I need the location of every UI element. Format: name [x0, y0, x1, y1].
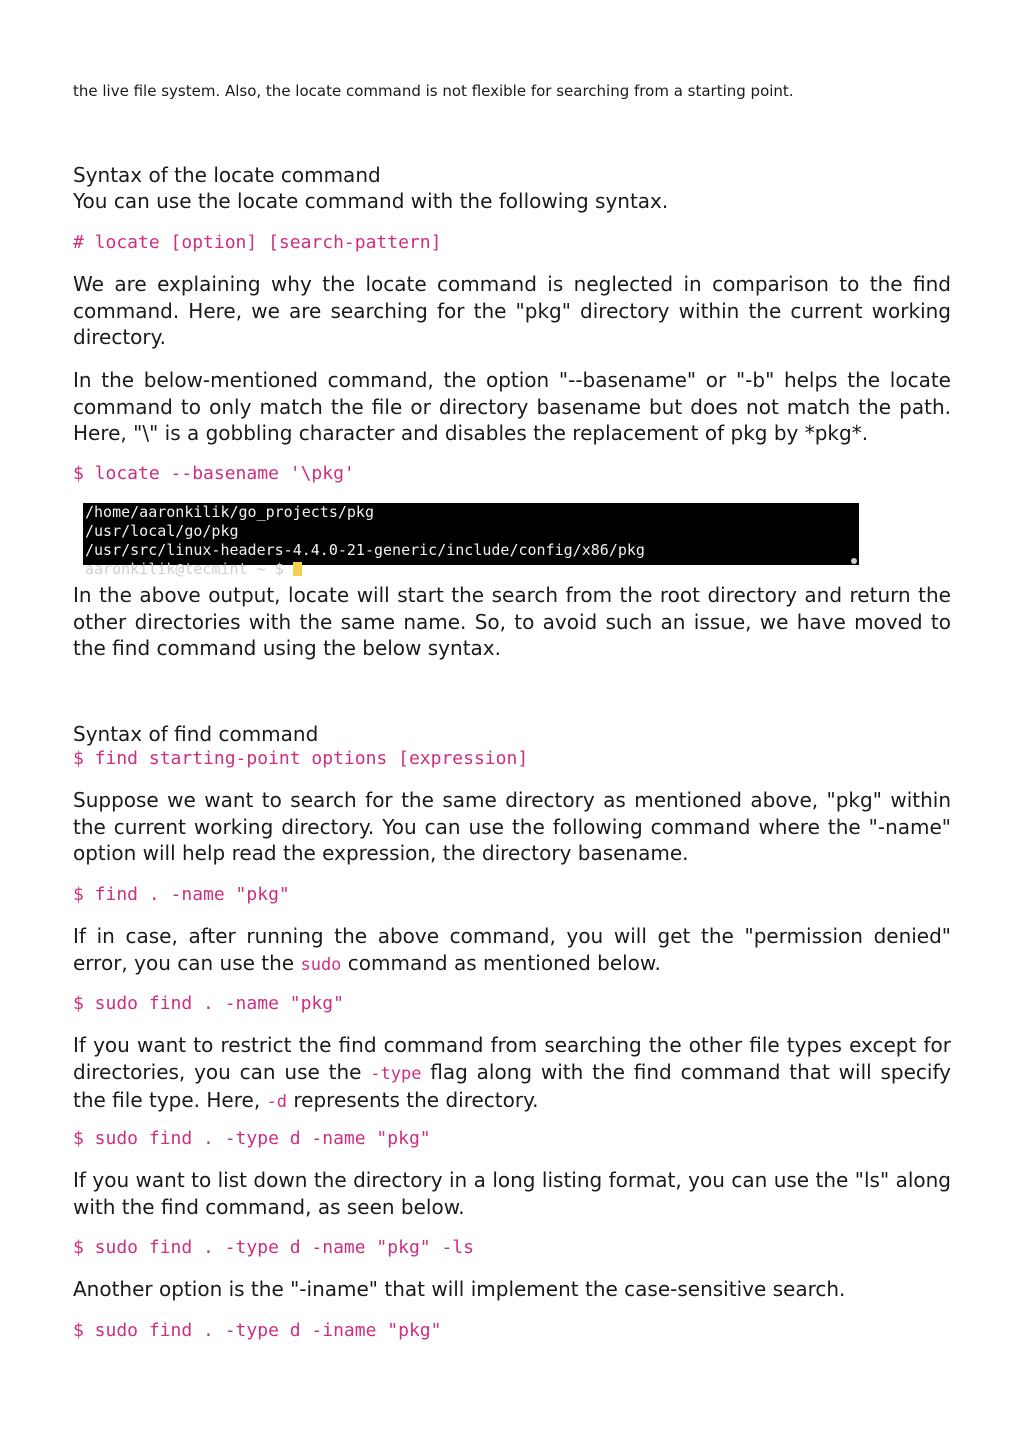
inline-code-sudo: sudo	[300, 954, 342, 975]
scroll-indicator-icon	[851, 558, 857, 564]
sudo-find-iname-code: $ sudo find . -type d -iname "pkg"	[73, 1320, 442, 1341]
terminal-output-screenshot	[83, 503, 859, 578]
locate-paragraph-3: In the above output, locate will start the search from the root directory and return the other directories with the same name. So, to avoid such an issue, we have moved to the find command using the below syntax.	[73, 583, 951, 660]
paragraph-text: command as mentioned below.	[341, 950, 661, 975]
find-syntax-heading: Syntax of find command	[73, 722, 319, 746]
paragraph-text: flag along with the find command that will specify the file type. Here,	[73, 1059, 952, 1112]
terminal-line: /usr/local/go/pkg	[85, 522, 239, 540]
sudo-find-code: $ sudo find . -name "pkg"	[73, 993, 344, 1014]
terminal-line: /home/aaronkilik/go_projects/pkg	[85, 503, 374, 521]
terminal-prompt-line	[85, 560, 859, 579]
inline-code-type: -type	[370, 1063, 422, 1084]
paragraph-text: If in case, after running the above command, you will get the "permission denied" error, you can use the	[73, 924, 951, 975]
locate-paragraph-1: We are explaining why the locate command is neglected in comparison to the find command. Here, we are searching for the "pkg" directory within the current working directory.	[73, 272, 951, 349]
find-paragraph-1: Suppose we want to search for the same directory as mentioned above, "pkg" within the current working directory. You can use the following command where the "-name" option will help read the expression, the directory basename.	[73, 788, 951, 865]
paragraph-text: represents the directory.	[287, 1088, 539, 1112]
inline-code-d: -d	[266, 1092, 288, 1112]
terminal-prompt: aaronkilik@tecmint ~ $	[85, 560, 284, 578]
find-paragraph-2	[73, 923, 951, 978]
paragraph-text: If you want to restrict the find command from searching the other file types except for directories, you can use the	[73, 1033, 951, 1084]
terminal-cursor-icon	[293, 562, 302, 576]
find-paragraph-4: If you want to list down the directory in a long listing format, you can use the "ls" along with the find command, as seen below.	[73, 1168, 951, 1219]
locate-paragraph-2: In the below-mentioned command, the option "--basename" or "-b" helps the locate command to only match the file or directory basename but does not match the path. Here, "\" is a gobbling character and disables the replacement of pkg by *pkg*.	[73, 368, 951, 445]
terminal-line: /usr/src/linux-headers-4.4.0-21-generic/include/config/x86/pkg	[85, 541, 645, 559]
locate-basename-code: $ locate --basename '\pkg'	[73, 463, 355, 484]
locate-syntax-heading: Syntax of the locate command	[73, 163, 381, 187]
sudo-find-type-code: $ sudo find . -type d -name "pkg"	[73, 1128, 431, 1149]
locate-syntax-code: # locate [option] [search-pattern]	[73, 232, 442, 253]
sudo-find-ls-code: $ sudo find . -type d -name "pkg" -ls	[73, 1237, 474, 1258]
find-name-code: $ find . -name "pkg"	[73, 884, 290, 905]
intro-line: the live file system. Also, the locate command is not flexible for searching from a starting point.	[73, 82, 794, 100]
find-paragraph-3	[73, 1032, 951, 1116]
find-paragraph-5: Another option is the "-iname" that will implement the case-sensitive search.	[73, 1277, 846, 1301]
locate-syntax-subline: You can use the locate command with the following syntax.	[73, 189, 669, 213]
find-syntax-code: $ find starting-point options [expression]	[73, 748, 529, 769]
